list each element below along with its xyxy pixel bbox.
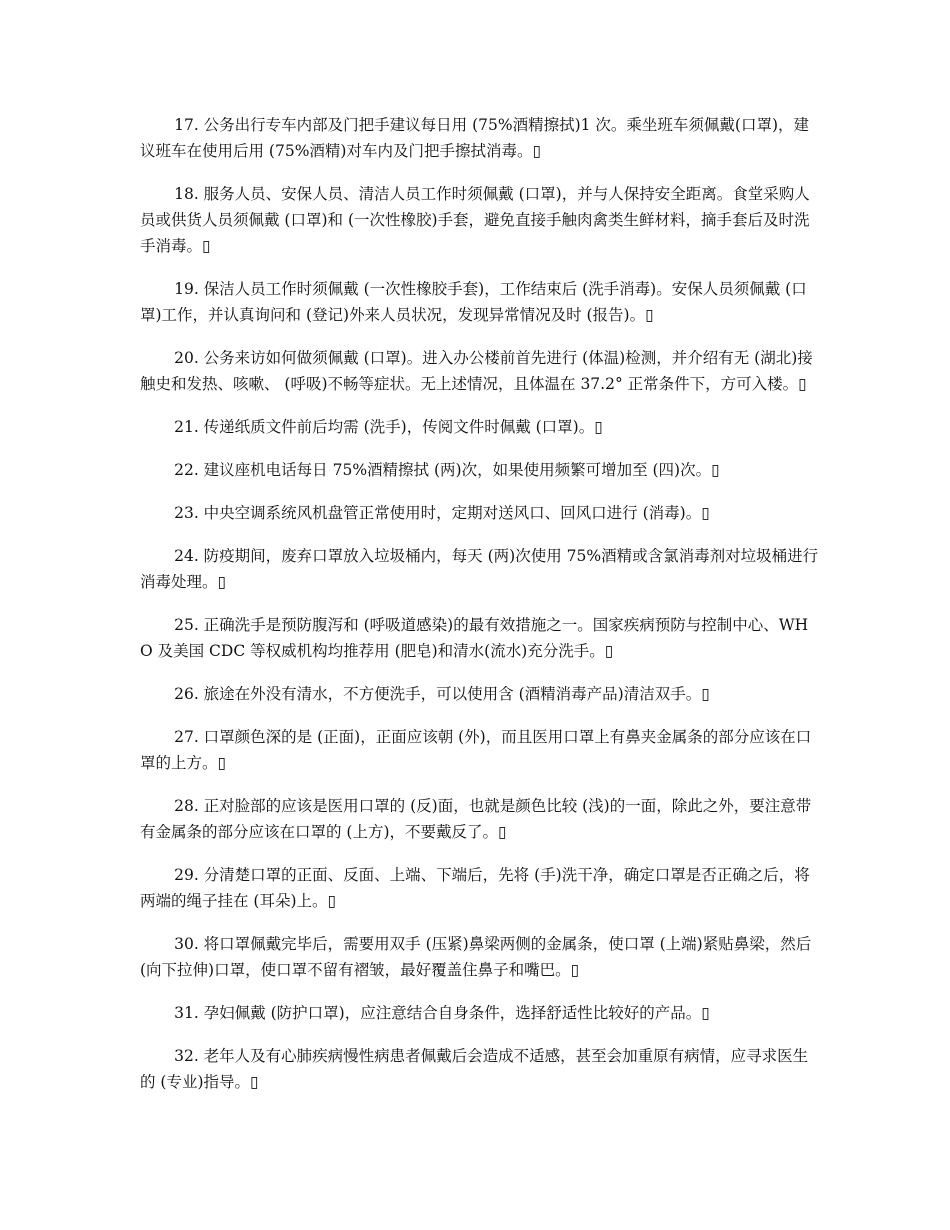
paragraph-26: 26. 旅途在外没有清水，不方便洗手，可以使用含 (酒精消毒产品)清洁双手。▯ (174, 685, 710, 703)
paragraph-17: 17. 公务出行专车内部及门把手建议每日用 (75%酒精擦拭)1 次。乘坐班车须佩戴(口罩)，建议班车在使用后用 (75%酒精)对车内及门把手擦拭消毒。▯ (140, 116, 810, 160)
paragraph-23: 23. 中央空调系统风机盘管正常使用时，定期对送风口、回风口进行 (消毒)。▯ (174, 504, 710, 522)
paragraph-25: 25. 正确洗手是预防腹泻和 (呼吸道感染)的最有效措施之一。国家疾病预防与控制中心、WHO 及美国 CDC 等权威机构均推荐用 (肥皂)和清水(流水)充分洗手。▯ (140, 616, 809, 660)
paragraph-24: 24. 防疫期间，废弃口罩放入垃圾桶内，每天 (两)次使用 75%酒精或含氯消毒剂对垃圾桶进行消毒处理。▯ (140, 547, 819, 591)
paragraph-19: 19. 保洁人员工作时须佩戴 (一次性橡胶手套)，工作结束后 (洗手消毒)。安保人员须佩戴 (口罩)工作，并认真询问和 (登记)外来人员状况，发现异常情况及时 (报告)。▯ (140, 280, 807, 324)
paragraph-29: 29. 分清楚口罩的正面、反面、上端、下端后，先将 (手)洗干净，确定口罩是否正确之后，将两端的绳子挂在 (耳朵)上。▯ (140, 866, 810, 910)
paragraph-18: 18. 服务人员、安保人员、清洁人员工作时须佩戴 (口罩)，并与人保持安全距离。食堂采购人员或供货人员须佩戴 (口罩)和 (一次性橡胶)手套，避免直接手触肉禽类生鲜材料，摘手套后及时洗手消毒。▯ (140, 185, 810, 255)
paragraph-30: 30. 将口罩佩戴完毕后，需要用双手 (压紧)鼻梁两侧的金属条，使口罩 (上端)紧贴鼻梁，然后 (向下拉伸)口罩，使口罩不留有褶皱，最好覆盖住鼻子和嘴巴。▯ (140, 935, 812, 979)
paragraph-21: 21. 传递纸质文件前后均需 (洗手)，传阅文件时佩戴 (口罩)。▯ (174, 418, 603, 436)
paragraph-28: 28. 正对脸部的应该是医用口罩的 (反)面，也就是颜色比较 (浅)的一面，除此之外，要注意带有金属条的部分应该在口罩的 (上方)，不要戴反了。▯ (140, 797, 812, 841)
paragraph-22: 22. 建议座机电话每日 75%酒精擦拭 (两)次，如果使用频繁可增加至 (四)次。▯ (174, 461, 720, 479)
document-body (140, 112, 820, 1112)
paragraph-32: 32. 老年人及有心肺疾病慢性病患者佩戴后会造成不适感，甚至会加重原有病情，应寻求医生的 (专业)指导。▯ (140, 1047, 809, 1091)
paragraph-20: 20. 公务来访如何做须佩戴 (口罩)。进入办公楼前首先进行 (体温)检测，并介绍有无 (湖北)接触史和发热、咳嗽、 (呼吸)不畅等症状。无上述情况，且体温在 37.2° 正常条件下，方可入楼。▯ (140, 349, 813, 393)
paragraph-27: 27. 口罩颜色深的是 (正面)，正面应该朝 (外)，而且医用口罩上有鼻夹金属条的部分应该在口罩的上方。▯ (140, 728, 812, 772)
paragraph-31: 31. 孕妇佩戴 (防护口罩)，应注意结合自身条件，选择舒适性比较好的产品。▯ (174, 1004, 710, 1022)
